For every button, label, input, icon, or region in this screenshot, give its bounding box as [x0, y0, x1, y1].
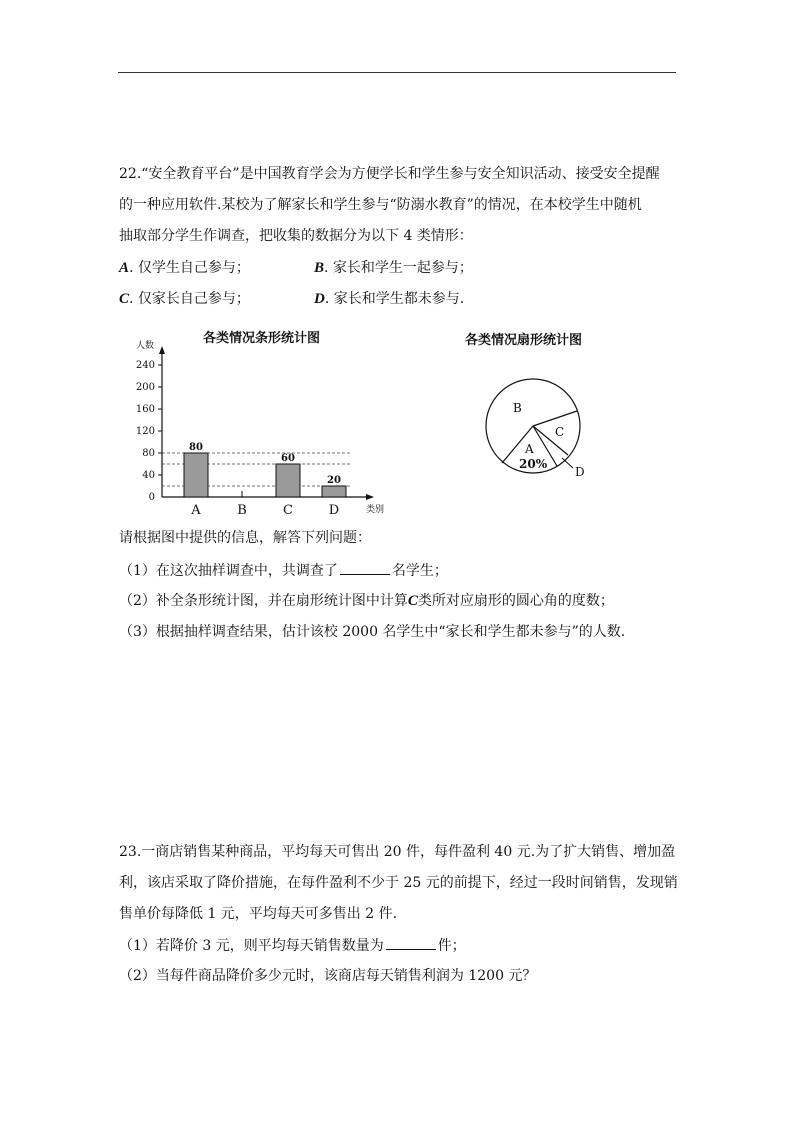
pie-chart — [455, 320, 655, 500]
y-tick-label: 40 — [142, 470, 155, 481]
q23-line-3: 售单价每降低 1 元，平均每天可多售出 2 件. — [119, 906, 398, 922]
q22-sub-2-letter: C — [407, 593, 418, 609]
q22-prompt: 请根据图中提供的信息，解答下列问题： — [119, 530, 371, 546]
y-tick-label: 240 — [135, 360, 155, 371]
y-tick-label: 200 — [135, 382, 155, 393]
category-label: C — [283, 503, 293, 518]
q22-line-1: 22.“安全教育平台”是中国教育学会为方便学长和学生参与安全知识活动、接受安全提醒 — [119, 166, 660, 182]
option-b — [314, 258, 473, 278]
q22-sub-1 — [119, 560, 448, 581]
option-a-letter: A — [119, 260, 130, 276]
q22-sub-3: （3）根据抽样调查结果，估计该校 2000 名学生中“家长和学生都未参与”的人数. — [119, 624, 626, 640]
answer-blank[interactable] — [386, 935, 436, 950]
option-d-text: . 家长和学生都未参与. — [324, 291, 465, 307]
q22-line-2: 的一种应用软件.某校为了解家长和学生参与“防溺水教育”的情况，在本校学生中随机 — [119, 197, 642, 213]
y-axis-arrow — [159, 346, 165, 354]
q22-sub-1-text: （1）在这次抽样调查中，共调查了 — [119, 563, 338, 579]
bar-value-label: 80 — [189, 442, 203, 453]
category-label: A — [191, 503, 201, 518]
bar-chart-ylabel: 人数 — [136, 341, 155, 351]
category-label: D — [328, 503, 340, 518]
q23-sub-1-text: （1）若降价 3 元，则平均每天销售数量为 — [119, 938, 384, 954]
q23-sub-1 — [119, 935, 466, 956]
q22-sub-2 — [119, 591, 614, 611]
q23-sub-2: （2）当每件商品降价多少元时，该商店每天销售利润为 1200 元？ — [119, 968, 537, 984]
bar-a — [184, 453, 208, 497]
pie-label-a-percent: 20% — [519, 457, 548, 471]
pie-label-d: D — [575, 465, 585, 479]
q22-sub-2-text: （2）补全条形统计图，并在扇形统计图中计算 — [119, 593, 408, 609]
bar-chart-xlabel: 类别 — [366, 505, 385, 515]
y-tick-label: 120 — [135, 426, 155, 437]
bar-value-label: 20 — [327, 475, 341, 486]
option-a-text: . 仅学生自己参与； — [129, 260, 250, 276]
option-c-text: . 仅家长自己参与； — [129, 291, 250, 307]
pie-label-a: A — [525, 442, 534, 456]
q23-line-2: 利，该店采取了降价措施，在每件盈利不少于 25 元的前提下，经过一段时间销售，发现销 — [119, 875, 678, 891]
d-leader-line — [562, 458, 573, 468]
bar-c — [276, 464, 300, 497]
option-c — [119, 289, 250, 309]
answer-blank[interactable] — [340, 560, 390, 575]
q23-sub-1-tail: 件； — [437, 938, 466, 954]
option-b-letter: B — [314, 260, 325, 276]
q22-sub-1-tail: 名学生； — [391, 563, 448, 579]
option-d — [314, 289, 464, 309]
bar-d — [322, 486, 346, 497]
y-tick-label: 0 — [148, 492, 155, 503]
bar-value-label: 60 — [281, 453, 295, 464]
option-c-letter: C — [119, 291, 130, 307]
header-rule — [118, 72, 676, 73]
bar-chart-title: 各类情况条形统计图 — [203, 331, 321, 346]
q22-sub-2-tail: 类所对应扇形的圆心角的度数； — [417, 593, 614, 609]
y-tick-label: 80 — [142, 448, 155, 459]
option-b-text: . 家长和学生一起参与； — [324, 260, 473, 276]
y-tick-label: 160 — [135, 404, 155, 415]
q23-line-1: 23.一商店销售某种商品，平均每天可售出 20 件，每件盈利 40 元.为了扩大销售、增加盈 — [119, 844, 676, 860]
option-a — [119, 258, 250, 278]
category-label: B — [237, 503, 247, 518]
bar-chart — [118, 320, 388, 520]
pie-label-c: C — [555, 425, 565, 439]
pie-chart-title: 各类情况扇形统计图 — [465, 333, 583, 348]
pie-label-b: B — [513, 401, 522, 415]
option-d-letter: D — [314, 291, 325, 307]
x-axis-arrow — [366, 494, 374, 500]
q22-line-3: 抽取部分学生作调查，把收集的数据分为以下 4 类情形： — [119, 228, 473, 244]
